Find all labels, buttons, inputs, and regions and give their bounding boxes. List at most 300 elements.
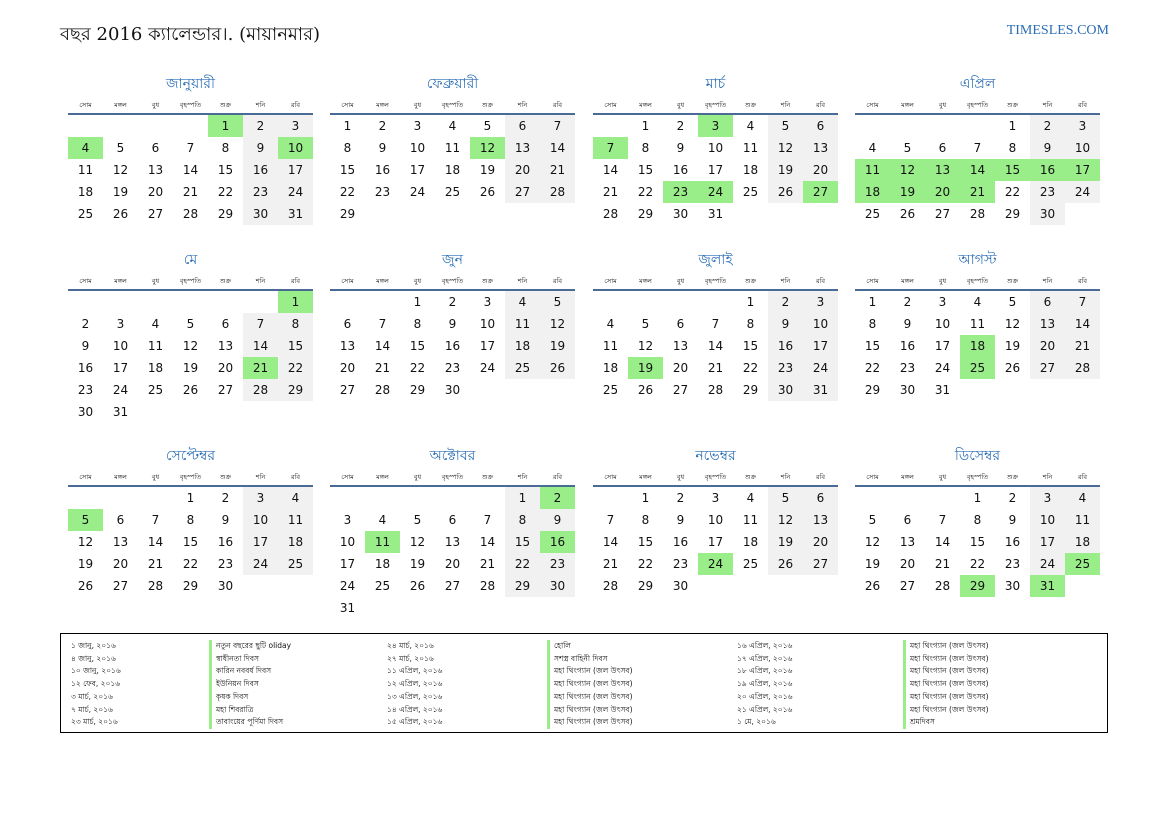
weekday-label: মঙ্গল [376, 277, 389, 285]
day-cell: 10 [278, 137, 313, 159]
day-cell: 30 [672, 207, 689, 221]
day-cell: 22 [409, 361, 426, 375]
day-cell: 21 [540, 159, 575, 181]
day-cell: 31 [112, 405, 129, 419]
day-cell: 4 [505, 291, 540, 313]
empty-cell [593, 487, 628, 509]
day-cell: 23 [1004, 557, 1021, 571]
day-cell: 1 [641, 119, 650, 133]
day-cell: 17 [339, 557, 356, 571]
holiday-date: ১১ এপ্রিল, ২০১৬ [387, 666, 443, 676]
holiday-names-col-2 [547, 640, 633, 729]
holiday-name: ইউনিয়ন দিবস [209, 678, 291, 691]
empty-cell [138, 115, 173, 137]
day-cell: 16 [243, 159, 278, 181]
weekday-label: বুধ [413, 101, 422, 109]
weekday-label: রবি [552, 101, 563, 109]
day-cell: 7 [938, 513, 947, 527]
day-cell: 11 [1065, 509, 1100, 531]
empty-cell [505, 379, 540, 401]
day-cell: 25 [742, 557, 759, 571]
empty-cell [243, 291, 278, 313]
empty-cell [243, 575, 278, 597]
weekday-label: শুক্র [744, 101, 757, 109]
day-cell: 24 [278, 181, 313, 203]
day-cell: 26 [768, 181, 803, 203]
weekday-label: বৃহস্পতি [966, 473, 989, 481]
day-cell: 12 [77, 535, 94, 549]
day-cell: 15 [995, 159, 1030, 181]
day-cell: 14 [602, 535, 619, 549]
empty-cell [925, 487, 960, 509]
day-cell: 14 [960, 159, 995, 181]
holiday-date: ১২ এপ্রিল, ২০১৬ [387, 679, 443, 689]
holiday-name: শ্রমদিবস [903, 716, 989, 729]
month-name: জুন [442, 252, 463, 268]
holiday-names-col-3 [903, 640, 989, 729]
day-cell: 17 [409, 163, 426, 177]
day-cell: 15 [278, 335, 313, 357]
day-cell: 29 [637, 579, 654, 593]
day-cell: 27 [1030, 357, 1065, 379]
holiday-name: মহা থিংগ্যান (জল উৎসব) [547, 691, 633, 704]
day-cell: 17 [1065, 159, 1100, 181]
day-cell: 8 [641, 513, 650, 527]
month-10 [330, 445, 575, 619]
day-cell: 4 [151, 317, 160, 331]
weekday-label: শনি [255, 473, 266, 481]
day-cell: 22 [742, 361, 759, 375]
day-cell: 2 [903, 295, 912, 309]
weekday-header [330, 471, 575, 487]
day-cell: 16 [768, 335, 803, 357]
day-cell: 24 [479, 361, 496, 375]
weekday-header [593, 99, 838, 115]
day-grid [330, 487, 575, 619]
day-cell: 7 [378, 317, 387, 331]
holiday-date: ১ জানু, ২০১৬ [71, 641, 116, 650]
weekday-label: শুক্র [481, 473, 494, 481]
day-cell: 4 [746, 491, 755, 505]
day-cell: 4 [68, 137, 103, 159]
day-cell: 1 [1008, 119, 1017, 133]
day-cell: 11 [602, 339, 619, 353]
day-cell: 24 [339, 579, 356, 593]
weekday-header [330, 275, 575, 291]
day-cell: 20 [899, 557, 916, 571]
day-cell: 25 [505, 357, 540, 379]
day-cell: 18 [960, 335, 995, 357]
day-cell: 16 [374, 163, 391, 177]
empty-cell [208, 401, 243, 423]
day-cell: 23 [672, 557, 689, 571]
day-cell: 24 [409, 185, 426, 199]
day-cell: 13 [803, 509, 838, 531]
month-4 [855, 73, 1100, 225]
weekday-label: মঙ্গল [901, 101, 914, 109]
day-cell: 4 [448, 119, 457, 133]
day-cell: 2 [1008, 491, 1017, 505]
month-name: জুলাই [698, 252, 733, 268]
day-cell: 15 [217, 163, 234, 177]
day-cell: 21 [1065, 335, 1100, 357]
weekday-label: বুধ [413, 277, 422, 285]
weekday-label: রবি [552, 473, 563, 481]
empty-cell [470, 597, 505, 619]
weekday-label: শুক্র [481, 277, 494, 285]
day-cell: 1 [641, 491, 650, 505]
day-cell: 16 [1030, 159, 1065, 181]
day-cell: 20 [505, 159, 540, 181]
day-cell: 25 [147, 383, 164, 397]
day-grid [593, 115, 838, 225]
day-cell: 12 [112, 163, 129, 177]
day-cell: 8 [973, 513, 982, 527]
holiday-name: নতুন বছরের ছুটি oliday [209, 640, 291, 653]
day-cell: 8 [641, 141, 650, 155]
weekday-label: সোম [79, 473, 92, 481]
day-cell: 13 [1030, 313, 1065, 335]
day-cell: 8 [343, 141, 352, 155]
day-cell: 13 [112, 535, 129, 549]
day-cell: 14 [479, 535, 496, 549]
day-grid [855, 115, 1100, 225]
day-cell: 1 [973, 491, 982, 505]
day-cell: 26 [1004, 361, 1021, 375]
day-cell: 23 [899, 361, 916, 375]
weekday-label: বুধ [938, 101, 947, 109]
weekday-header [593, 471, 838, 487]
day-grid [68, 291, 313, 423]
empty-cell [628, 291, 663, 313]
day-cell: 3 [698, 115, 733, 137]
day-cell: 21 [602, 185, 619, 199]
day-grid [593, 487, 838, 597]
empty-cell [138, 291, 173, 313]
weekday-label: শুক্র [219, 277, 232, 285]
weekday-label: বৃহস্পতি [179, 101, 202, 109]
holiday-names-col-1 [209, 640, 291, 729]
empty-cell [138, 401, 173, 423]
day-cell: 28 [969, 207, 986, 221]
day-cell: 22 [505, 553, 540, 575]
day-cell: 12 [470, 137, 505, 159]
month-2 [330, 73, 575, 225]
day-cell: 30 [1004, 579, 1021, 593]
day-cell: 22 [278, 357, 313, 379]
day-grid [593, 291, 838, 401]
weekday-label: মঙ্গল [901, 277, 914, 285]
day-cell: 19 [864, 557, 881, 571]
day-cell: 3 [483, 295, 492, 309]
day-cell: 10 [409, 141, 426, 155]
day-cell: 19 [112, 185, 129, 199]
weekday-label: বুধ [676, 101, 685, 109]
day-cell: 13 [672, 339, 689, 353]
day-cell: 26 [540, 357, 575, 379]
weekday-label: রবি [290, 277, 301, 285]
month-3 [593, 73, 838, 225]
weekday-label: শুক্র [744, 473, 757, 481]
day-cell: 2 [221, 491, 230, 505]
day-cell: 28 [602, 207, 619, 221]
day-cell: 14 [374, 339, 391, 353]
day-cell: 6 [221, 317, 230, 331]
day-cell: 25 [602, 383, 619, 397]
weekday-label: শুক্র [744, 277, 757, 285]
day-cell: 13 [444, 535, 461, 549]
day-cell: 29 [217, 207, 234, 221]
weekday-label: বুধ [938, 277, 947, 285]
weekday-label: মঙ্গল [114, 101, 127, 109]
day-cell: 24 [1065, 181, 1100, 203]
weekday-label: শনি [780, 277, 791, 285]
day-cell: 23 [663, 181, 698, 203]
weekday-label: শনি [255, 101, 266, 109]
empty-cell [103, 487, 138, 509]
day-cell: 3 [343, 513, 352, 527]
day-cell: 18 [602, 361, 619, 375]
empty-cell [803, 203, 838, 225]
day-cell: 7 [151, 513, 160, 527]
day-cell: 29 [505, 575, 540, 597]
day-cell: 2 [1030, 115, 1065, 137]
day-cell: 1 [278, 291, 313, 313]
empty-cell [365, 291, 400, 313]
empty-cell [733, 203, 768, 225]
empty-cell [593, 291, 628, 313]
weekday-label: রবি [552, 277, 563, 285]
holiday-list [60, 633, 1108, 733]
empty-cell [960, 379, 995, 401]
day-cell: 11 [278, 509, 313, 531]
holiday-name: স্বাধীনতা দিবস [209, 653, 291, 666]
day-cell: 17 [278, 159, 313, 181]
day-cell: 9 [221, 513, 230, 527]
month-name: মার্চ [705, 76, 726, 92]
day-cell: 7 [1065, 291, 1100, 313]
month-name: ফেব্রুয়ারী [426, 76, 479, 92]
holiday-date: ১৮ এপ্রিল, ২০১৬ [737, 666, 793, 676]
day-grid [68, 487, 313, 597]
day-cell: 4 [378, 513, 387, 527]
day-cell: 22 [637, 185, 654, 199]
weekday-header [68, 275, 313, 291]
day-cell: 26 [409, 579, 426, 593]
day-cell: 10 [803, 313, 838, 335]
holiday-name: মহা থিংগ্যান (জল উৎসব) [547, 704, 633, 717]
holiday-date: ২১ এপ্রিল, ২০১৬ [737, 704, 793, 714]
holiday-date: ১৭ এপ্রিল, ২০১৬ [737, 653, 793, 663]
day-cell: 5 [768, 487, 803, 509]
day-cell: 3 [1065, 115, 1100, 137]
weekday-label: সোম [866, 101, 879, 109]
weekday-label: শনি [517, 473, 528, 481]
empty-cell [855, 115, 890, 137]
empty-cell [470, 379, 505, 401]
weekday-label: সোম [604, 101, 617, 109]
empty-cell [243, 401, 278, 423]
day-cell: 24 [1030, 553, 1065, 575]
page-title: বছর 2016 ক্যালেন্ডার।. (মায়ানমার) [60, 24, 321, 45]
day-cell: 18 [742, 163, 759, 177]
month-name: অক্টোবর [429, 448, 476, 464]
empty-cell [400, 203, 435, 225]
day-cell: 7 [186, 141, 195, 155]
day-cell: 19 [479, 163, 496, 177]
day-cell: 2 [768, 291, 803, 313]
day-cell: 22 [217, 185, 234, 199]
day-cell: 5 [483, 119, 492, 133]
day-cell: 27 [217, 383, 234, 397]
day-cell: 11 [969, 317, 986, 331]
day-cell: 5 [868, 513, 877, 527]
day-cell: 24 [698, 181, 733, 203]
day-cell: 3 [243, 487, 278, 509]
holiday-date: ১০ জানু, ২০১৬ [71, 666, 121, 676]
day-cell: 6 [938, 141, 947, 155]
day-cell: 10 [707, 141, 724, 155]
weekday-label: বৃহস্পতি [441, 101, 464, 109]
empty-cell [768, 575, 803, 597]
day-cell: 25 [278, 553, 313, 575]
day-cell: 26 [899, 207, 916, 221]
day-cell: 24 [698, 553, 733, 575]
weekday-label: বৃহস্পতি [441, 277, 464, 285]
day-cell: 12 [768, 137, 803, 159]
day-cell: 27 [444, 579, 461, 593]
day-cell: 17 [934, 339, 951, 353]
day-cell: 27 [112, 579, 129, 593]
day-cell: 17 [479, 339, 496, 353]
day-cell: 21 [707, 361, 724, 375]
day-cell: 23 [243, 181, 278, 203]
day-cell: 15 [637, 535, 654, 549]
weekday-label: রবি [290, 101, 301, 109]
empty-cell [960, 115, 995, 137]
day-cell: 6 [343, 317, 352, 331]
day-cell: 29 [1004, 207, 1021, 221]
day-cell: 30 [768, 379, 803, 401]
day-cell: 7 [606, 513, 615, 527]
day-cell: 29 [960, 575, 995, 597]
empty-cell [995, 379, 1030, 401]
empty-cell [103, 115, 138, 137]
holiday-date: ১৫ এপ্রিল, ২০১৬ [387, 717, 443, 727]
day-cell: 10 [339, 535, 356, 549]
weekday-label: মঙ্গল [639, 473, 652, 481]
day-cell: 18 [742, 535, 759, 549]
weekday-label: শনি [1042, 473, 1053, 481]
day-cell: 11 [444, 141, 461, 155]
weekday-label: সোম [866, 473, 879, 481]
holiday-name: মহা থিংগ্যান (জল উৎসব) [547, 678, 633, 691]
day-cell: 24 [934, 361, 951, 375]
day-cell: 14 [243, 335, 278, 357]
month-name: এপ্রিল [959, 76, 996, 92]
weekday-header [593, 275, 838, 291]
holiday-name: কারিন নববর্ষ দিবস [209, 665, 291, 678]
day-cell: 10 [479, 317, 496, 331]
day-cell: 5 [413, 513, 422, 527]
weekday-label: মঙ্গল [376, 473, 389, 481]
day-cell: 9 [768, 313, 803, 335]
day-cell: 28 [147, 579, 164, 593]
day-cell: 14 [602, 163, 619, 177]
empty-cell [400, 487, 435, 509]
day-cell: 1 [413, 295, 422, 309]
day-cell: 29 [278, 379, 313, 401]
holiday-date: ২৩ মার্চ, ২০১৬ [71, 717, 118, 727]
weekday-label: রবি [1077, 101, 1088, 109]
day-cell: 22 [864, 361, 881, 375]
holiday-date: ১৯ এপ্রিল, ২০১৬ [737, 679, 793, 689]
day-cell: 28 [934, 579, 951, 593]
empty-cell [400, 597, 435, 619]
day-cell: 30 [899, 383, 916, 397]
weekday-label: মঙ্গল [901, 473, 914, 481]
day-cell: 20 [803, 531, 838, 553]
weekday-label: বৃহস্পতি [966, 277, 989, 285]
day-cell: 13 [217, 339, 234, 353]
day-cell: 6 [903, 513, 912, 527]
day-cell: 15 [409, 339, 426, 353]
weekday-label: বৃহস্পতি [441, 473, 464, 481]
day-cell: 20 [672, 361, 689, 375]
holiday-date: ২০ এপ্রিল, ২০১৬ [737, 691, 793, 701]
day-cell: 11 [147, 339, 164, 353]
day-cell: 4 [973, 295, 982, 309]
day-cell: 19 [768, 531, 803, 553]
day-cell: 22 [969, 557, 986, 571]
day-cell: 21 [934, 557, 951, 571]
day-cell: 19 [1004, 339, 1021, 353]
empty-cell [68, 115, 103, 137]
holiday-dates-col-1 [71, 640, 121, 729]
weekday-label: শনি [517, 277, 528, 285]
brand-link[interactable]: TIMESLES.COM [1006, 23, 1109, 38]
day-cell: 10 [934, 317, 951, 331]
weekday-label: বুধ [676, 277, 685, 285]
weekday-header [855, 99, 1100, 115]
day-cell: 6 [1030, 291, 1065, 313]
day-cell: 27 [672, 383, 689, 397]
weekday-label: সোম [866, 277, 879, 285]
day-cell: 12 [182, 339, 199, 353]
day-cell: 20 [112, 557, 129, 571]
day-cell: 19 [628, 357, 663, 379]
day-cell: 20 [803, 159, 838, 181]
day-cell: 10 [112, 339, 129, 353]
day-cell: 15 [505, 531, 540, 553]
day-cell: 28 [1065, 357, 1100, 379]
empty-cell [470, 487, 505, 509]
day-cell: 17 [707, 163, 724, 177]
day-cell: 30 [672, 579, 689, 593]
holiday-name: তাবাংয়ের পূর্ণিমা দিবস [209, 716, 291, 729]
day-cell: 24 [243, 553, 278, 575]
day-cell: 30 [217, 579, 234, 593]
day-cell: 15 [864, 339, 881, 353]
day-cell: 3 [938, 295, 947, 309]
day-cell: 16 [672, 535, 689, 549]
weekday-label: রবি [1077, 473, 1088, 481]
day-cell: 21 [182, 185, 199, 199]
month-9 [68, 445, 313, 597]
month-5 [68, 249, 313, 423]
holiday-name: মহা শিবরাত্রি [209, 704, 291, 717]
weekday-label: শুক্র [1006, 473, 1019, 481]
